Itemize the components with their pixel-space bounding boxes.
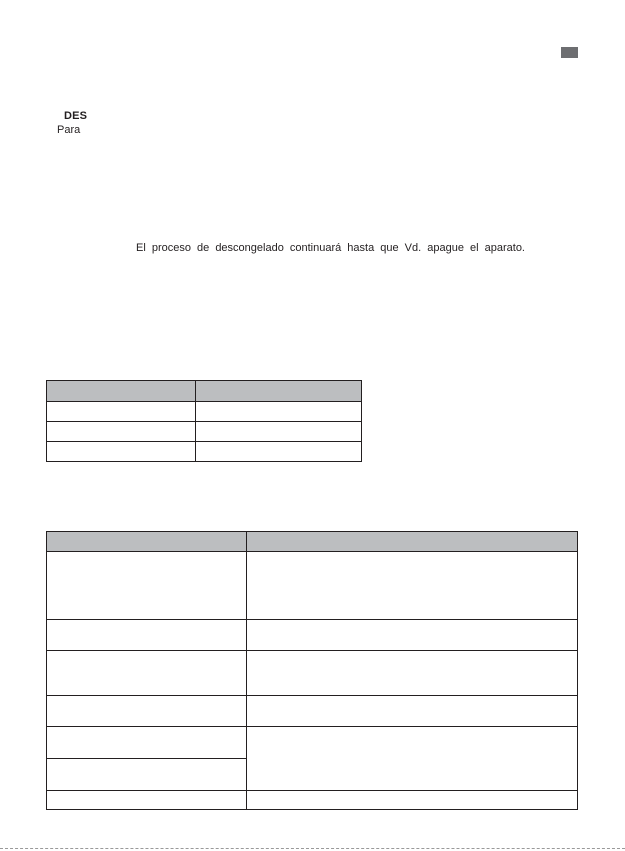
table-header-cell xyxy=(47,381,196,402)
defrost-instruction-text: El proceso de descongelado continuará hasta que Vd. apague el aparato. xyxy=(136,242,525,254)
table-row xyxy=(47,727,578,759)
table-row xyxy=(47,791,578,810)
table-row xyxy=(47,402,362,422)
table-cell xyxy=(196,402,362,422)
table-cell xyxy=(247,552,578,620)
table-cell xyxy=(47,727,247,759)
table-row xyxy=(47,620,578,651)
table-header-cell xyxy=(247,532,578,552)
defrost-table xyxy=(46,380,362,462)
table-header-row xyxy=(47,381,362,402)
table-cell xyxy=(47,791,247,810)
table-cell xyxy=(47,696,247,727)
footer-dashed-rule xyxy=(0,848,625,849)
table-header-cell xyxy=(47,532,247,552)
table-cell-merged xyxy=(247,727,578,791)
troubleshooting-table xyxy=(46,531,578,810)
table-cell xyxy=(47,422,196,442)
table-row xyxy=(47,696,578,727)
table-row xyxy=(47,442,362,462)
table-cell xyxy=(47,759,247,791)
table-cell xyxy=(247,620,578,651)
table-row xyxy=(47,651,578,696)
table-cell xyxy=(47,552,247,620)
section-heading: DES xyxy=(64,110,88,122)
table-cell xyxy=(47,442,196,462)
table-cell xyxy=(47,651,247,696)
table-row xyxy=(47,422,362,442)
table-cell xyxy=(196,422,362,442)
table-cell xyxy=(247,651,578,696)
table-cell xyxy=(196,442,362,462)
table-cell xyxy=(247,791,578,810)
table-cell xyxy=(47,620,247,651)
table-header-row xyxy=(47,532,578,552)
page-marker-tab xyxy=(561,47,578,58)
intro-text: Para xyxy=(57,124,81,136)
table-row xyxy=(47,552,578,620)
table-cell xyxy=(47,402,196,422)
table-cell xyxy=(247,696,578,727)
table-header-cell xyxy=(196,381,362,402)
